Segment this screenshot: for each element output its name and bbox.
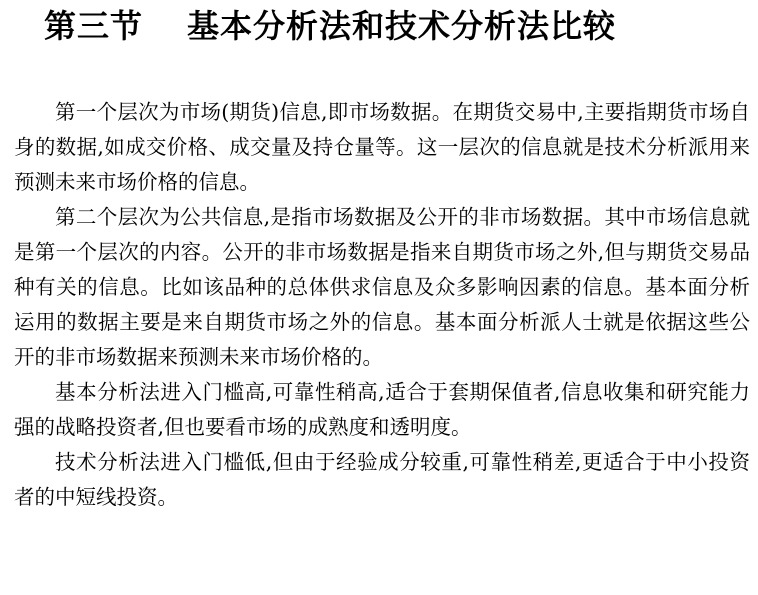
section-heading xyxy=(44,6,744,46)
body-text xyxy=(14,95,750,515)
paragraph-public-info: 第二个层次为公共信息,是指市场数据及公开的非市场数据。其中市场信息就是第一个层次的内容。公开的非市场数据是指来自期货市场之外,但与期货交易品种有关的信息。比如该品种的总体供求信息及众多影响因素的信息。基本面分析运用的数据主要是来自期货市场之外的信息。基本面分析派人士就是依据这些公开的非市场数据来预测未来市场价格的。 xyxy=(14,205,750,369)
paragraph-technical-analysis: 技术分析法进入门槛低,但由于经验成分较重,可靠性稍差,更适合于中小投资者的中短线投资。 xyxy=(14,450,750,509)
section-number: 第三节 xyxy=(44,7,144,45)
section-title: 基本分析法和技术分析法比较 xyxy=(187,7,617,45)
paragraph-market-info: 第一个层次为市场(期货)信息,即市场数据。在期货交易中,主要指期货市场自身的数据,如成交价格、成交量及持仓量等。这一层次的信息就是技术分析派用来预测未来市场价格的信息。 xyxy=(14,100,750,194)
paragraph-fundamental-analysis: 基本分析法进入门槛高,可靠性稍高,适合于套期保值者,信息收集和研究能力强的战略投资者,但也要看市场的成熟度和透明度。 xyxy=(14,380,750,439)
